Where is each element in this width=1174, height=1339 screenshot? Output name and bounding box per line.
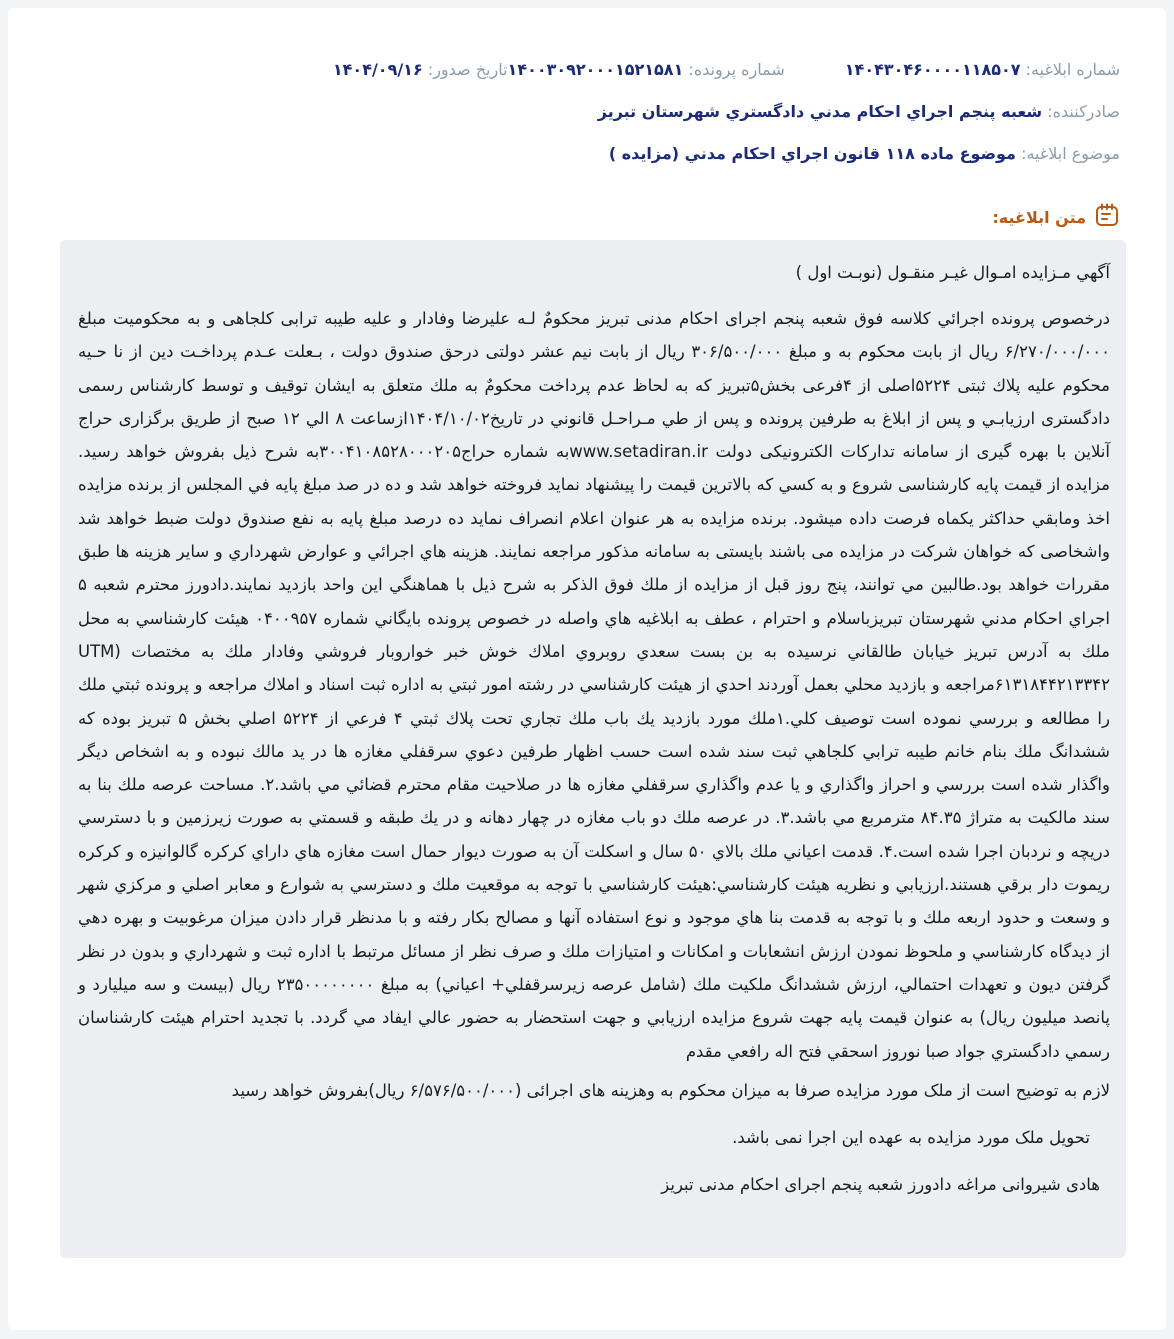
subject: موضوع ماده ۱۱۸ قانون اجراي احكام مدني (مزايده ): [608, 144, 1016, 163]
notice-text-heading: [992, 202, 1120, 232]
notice-body-box: [60, 240, 1126, 1258]
meta-row-numbers: [54, 60, 1120, 79]
notepad-icon: [1094, 202, 1120, 232]
notice-body: درخصوص پرونده اجرائي كلاسه فوق شعبه پنجم اجراى احكام مدنى تبريز محكومٌ لـه عليرضا وفادار و عليه طيبه ترابى كلجاهى و به محكوميت مبلغ ۶/۲۷۰/۰۰۰/۰۰۰ ريال از بابت محكوم به و مبلغ ۳۰۶/۵۰۰/۰۰۰ ريال از بابت نيم عشر دولتى درحق صندوق دولت ، بـعلت عـدم پرداخـت دين از نا حـيه محكوم عليه پلاك ثبتى ۵۲۲۴اصلى از ۴فرعى بخش۵تبريز كه به لحاظ عدم پرداخت محكومٌ به ملك متعلق به ايشان توقيف و توسط كارشناس رسمى دادگسترى ارزيابـي و پس از ابلاغ به طرفين پرونده و پس از طي مـراحـل قانوني در تاريخ۱۴۰۴/۱۰/۰۲ازساعت ۸ الي ۱۲ صبح از طريق برگزارى حراج آنلاين با بهره گيرى از سامانه تداركات الكترونيكى دولت www.setadiran.irبه شماره حراج۳۰۰۴۱۰۸۵۲۸۰۰۰۲۰۵به شرح ذيل بفروش خواهد رسيد. مزايده از قيمت پايه كارشناسى شروع و به كسي كه بالاترين قيمت را پيشنهاد نمايد فروخته خواهد شد و ده در صد مبلغ پايه في المجلس از برنده مزايده اخذ ومابقي حداكثر يكماه فرصت داده ميشود. برنده مزايده به هر عنوان اعلام انصراف نمايد ده درصد مبلغ پايه به نفع صندوق دولت ضبط خواهد شد واشخاصى كه خواهان شركت در مزايده مى باشند بايستى به سامانه مذكور مراجعه نمايند. هزينه هاي اجرائي و عوارض شهرداري و ساير هزينه ها طبق مقررات خواهد بود.طالبين مي توانند، پنج روز قبل از مزايده از ملك فوق الذكر به شرح ذيل با هماهنگي اين واحد بازديد نمايند.دادورز محترم شعبه ۵ اجراي احكام مدني شهرستان تبريزباسلام و احترام ، عطف به ابلاغيه هاي واصله در خصوص پرونده بايگاني شماره ۰۴۰۰۹۵۷ هيئت كارشناسي به محل ملك به آدرس تبريز خيابان طالقاني نرسيده به بن بست سعدي روبروي املاك خوش خبر خواروبار فروشي وفادار ملك به مختصات UTM) ۶۱۳۱۸۴۴۲۱۳۳۴۲مراجعه و بازديد محلي بعمل آوردند احدي از هيئت كارشناسي در رشته امور ثبتي به اداره ثبت اسناد و املاك مراجعه و پرونده ثبتي ملك را مطالعه و بررسي نموده است توصيف كلي.۱ملك مورد بازديد يك باب ملك تجاري تحت پلاك ثبتي ۴ فرعي از ۵۲۲۴ اصلي بخش ۵ تبريز بوده كه ششدانگ ملك بنام خانم طيبه ترابي كلجاهي ثبت سند شده است حسب اظهار طرفين دعوي سرقفلي مغازه ها در يد مالك نبوده و به اشخاص ديگر واگذار شده است بررسي و احراز واگذاري و يا عدم واگذاري سرقفلي مغازه ها در صلاحيت مقام محترم قضائي مي باشد.۲. مساحت عرصه ملك بنا به سند مالكيت به متراژ ۸۴.۳۵ مترمربع مي باشد.۳. در عرصه ملك دو باب مغازه در چهار دهانه و در يك طبقه و قسمتي به صورت زيرزمين و با دسترسي دريچه و نردبان اجرا شده است.۴. قدمت اعياني ملك بالاي ۵۰ سال و اسكلت آن به صورت ديوار حمال است مغازه هاي داراي كركره گالوانيزه و كركره ريموت دار برقي هستند.ارزيابي و نظريه هيئت كارشناسي:هيئت كارشناسي با توجه به موقعيت ملك و دسترسي به شوارع و معابر اصلي و مركزي شهر و وسعت و حدود اربعه ملك و با توجه به قدمت بنا هاي موجود و نوع استفاده آنها و مصالح بكار رفته و با مدنظر قرار دادن ميزان مرغوبيت و بهره دهي از ديدگاه كارشناسي و ملحوظ نمودن ارزش انشعابات و امكانات و امتيازات ملك و صرف نظر از مسائل مرتبط با اداره ثبت و شهرداري و بدون در نظر گرفتن ديون و تعهدات احتمالي، ارزش ششدانگ ملكيت ملك (شامل عرصه زيرسرقفلي+ اعياني) به مبلغ ۲۳۵۰۰۰۰۰۰۰۰ ريال (بيست و سه ميليارد و پانصد ميليون ريال) به عنوان قيمت پايه جهت شروع مزايده ارزيابي و جهت استحضار به حضور عالي ايفاد مي گردد. با تجديد احترام هيئت كارشناسان رسمي دادگستري جواد صبا نوروز اسحقي فتح اله رافعي مقدم: [78, 309, 1111, 1061]
notice-note: لازم به توضيح است از ملک مورد مزايده صرفا به ميزان محکوم به وهزينه های اجرائی (۶/۵۷۶/۵۰۰/۰۰۰ ريال)بفروش خواهد رسيد: [231, 1080, 1110, 1100]
issuer-field: [54, 102, 1120, 121]
issue-date: ۱۴۰۴/۰۹/۱۶: [332, 60, 423, 79]
issue-date-field: [333, 60, 508, 79]
issuer: شعبه پنجم اجراي احکام مدني دادگستري شهرستان تبريز: [597, 102, 1043, 121]
subject-field: [54, 144, 1120, 163]
notice-title: آگهي مـزايده امـوال غيـر منقـول (نوبـت اول ): [795, 263, 1110, 282]
issuer-label: صادرکننده:: [1047, 102, 1120, 121]
notice-number-label: شماره ابلاغيه:: [1025, 60, 1120, 79]
case-number-field: [508, 60, 785, 79]
issue-date-label: تاريخ صدور:: [427, 60, 508, 79]
case-number-label: شماره پرونده:: [688, 60, 785, 79]
notice-number-field: [845, 60, 1120, 79]
notice-number: ۱۴۰۴۳۰۴۶۰۰۰۰۱۱۸۵۰۷: [844, 60, 1021, 79]
notice-signature: هادی شيروانی مراغه دادورز شعبه پنجم اجرای احکام مدنی تبريز: [661, 1174, 1100, 1194]
subject-label: موضوع ابلاغيه:: [1021, 144, 1120, 163]
notice-delivery: تحويل ملک مورد مزايده به عهده اين اجرا نمی باشد.: [732, 1127, 1090, 1147]
notice-text-label: متن ابلاغيه:: [992, 207, 1086, 227]
case-number: ۱۴۰۰۳۰۹۲۰۰۰۱۵۲۱۵۸۱: [507, 60, 684, 79]
